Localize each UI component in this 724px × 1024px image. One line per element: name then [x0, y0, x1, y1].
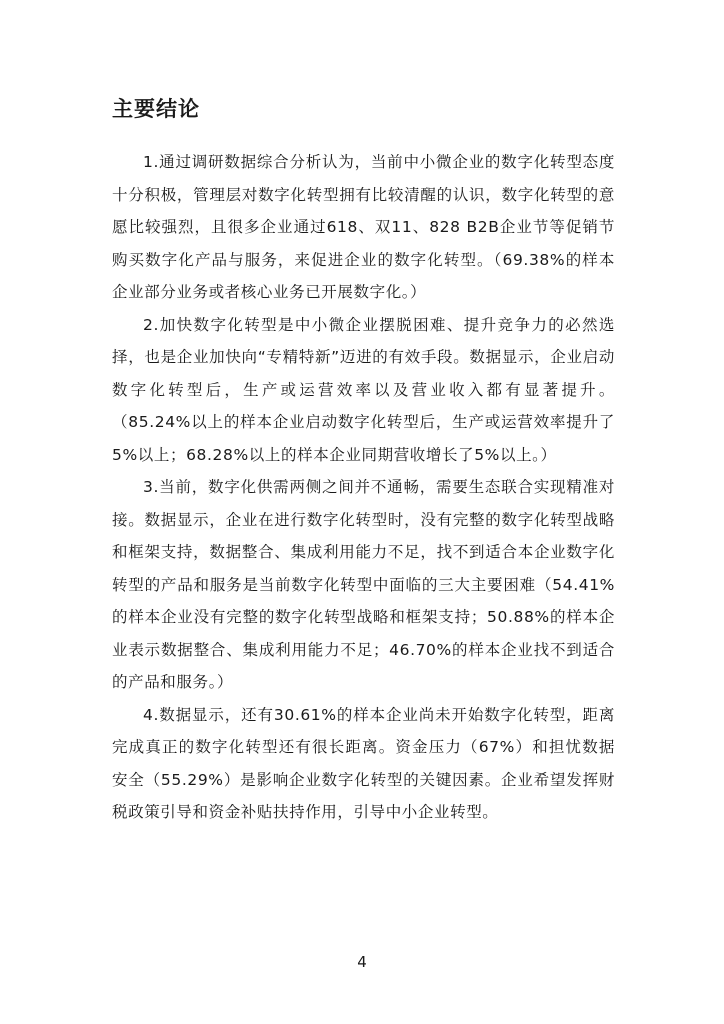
conclusions-body — [112, 146, 615, 829]
paragraph-main-text: 3.当前，数字化供需两侧之间并不通畅，需要生态联合实现精准对接。数据显示，企业在进行数字化转型时，没有完整的数字化转型战略和框架支持，数据整合、集成利用能力不足，找不到适合本企业数字化转型的产品和服务是当前数字化转型中面临的三大主要困难 — [112, 478, 615, 594]
paragraph-note: （54.41%的样本企业没有完整的数字化转型战略和框架支持；50.88%的样本企业表示数据整合、集成利用能力不足；46.70%的样本企业找不到适合的产品和服务。） — [112, 575, 615, 691]
conclusion-paragraph-4 — [112, 699, 615, 829]
paragraph-main-text: 2.加快数字化转型是中小微企业摆脱困难、提升竞争力的必然选择，也是企业加快向“专精特新”迈进的有效手段。数据显示，企业启动数字化转型后，生产或运营效率以及营业收入都有显著提升。 — [112, 315, 615, 399]
conclusion-paragraph-2 — [112, 309, 615, 472]
section-heading: 主要结论 — [112, 97, 200, 121]
paragraph-main-text: 4.数据显示，还有30.61%的样本企业尚未开始数字化转型，距离完成真正的数字化转型还有很长距离。资金压力（67%）和担忧数据安全（55.29%）是影响企业数字化转型的关键因素。企业希望发挥财税政策引导和资金补贴扶持作用，引导中小企业转型。 — [112, 705, 615, 821]
conclusion-paragraph-1 — [112, 146, 615, 309]
paragraph-note: （69.38%的样本企业部分业务或者核心业务已开展数字化。） — [112, 250, 615, 301]
paragraph-main-text: 1.通过调研数据综合分析认为，当前中小微企业的数字化转型态度十分积极，管理层对数字化转型拥有比较清醒的认识，数字化转型的意愿比较强烈，且很多企业通过618、双11、828 B2B企业节等促销节购买数字化产品与服务，来促进企业的数字化转型。 — [112, 153, 615, 269]
paragraph-note: （85.24%以上的样本企业启动数字化转型后，生产或运营效率提升了5%以上；68.28%以上的样本企业同期营收增长了5%以上。） — [112, 413, 615, 464]
page-number: 4 — [357, 953, 367, 971]
conclusion-paragraph-3 — [112, 471, 615, 699]
